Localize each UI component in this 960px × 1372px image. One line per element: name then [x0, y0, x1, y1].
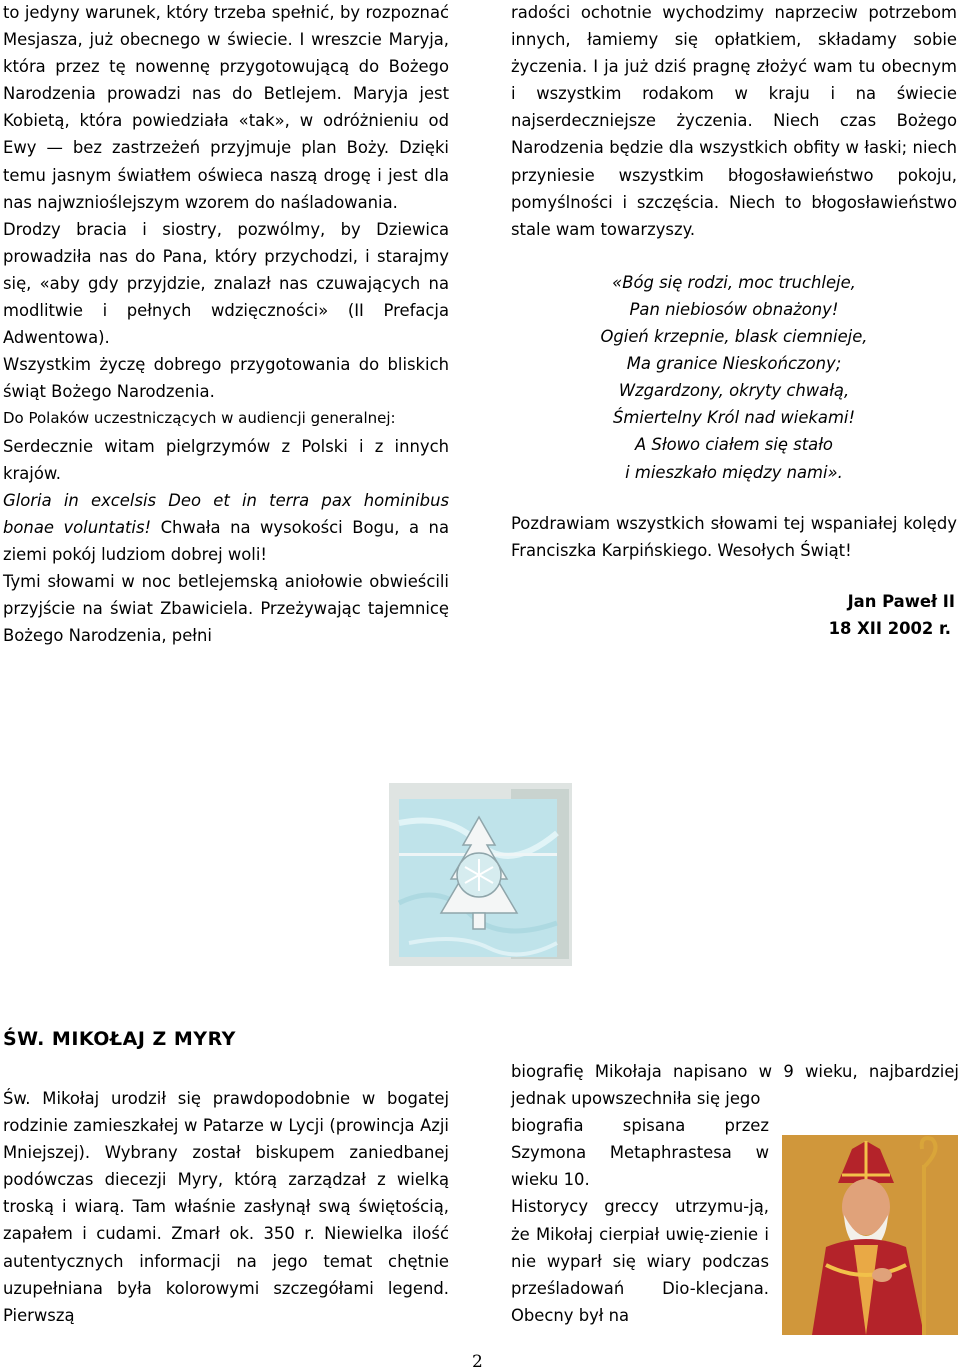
poem-line: Ogień krzepnie, blask ciemnieje,	[600, 327, 868, 347]
poem-line: Śmiertelny Król nad wiekami!	[612, 408, 856, 428]
latin-translation: Chwała na wysokości Bogu, a na ziemi pokój ludziom dobrej woli!	[3, 517, 449, 564]
paragraph: radości ochotnie wychodzimy naprzeciw potrzebom innych, łamiemy się opłatkiem, składamy sobie życzenia. I ja już dziś pragnę złożyć wam tu obecnym i wszystkim rodakom w kraju i na świecie najserdeczniejsze życzenia. Niech czas Bożego Narodzenia będzie dla wszystkich obfity w łaski; niech przyniesie wszystkim błogosławieństwo pokoju, pomyślności i szczęścia. Niech to błogosławieństwo stale wam towarzyszy.	[511, 3, 957, 239]
signature-date: 18 XII 2002 r.	[828, 618, 951, 638]
poem-line: «Bóg się rodzi, moc truchleje,	[612, 272, 856, 292]
poem-line: Ma granice Nieskończony;	[626, 354, 842, 374]
paragraph: to jedyny warunek, który trzeba spełnić, by rozpoznać Mesjasza, już obecnego w świecie. I wreszcie Maryja, która przez tę nowennę przygotowującą do Bożego Narodzenia prowadzi nas do Betlejem. Maryja jest Kobietą, która powiedziała «tak», w odróżnieniu od Ewy — bez zastrzeżeń przyjmuje plan Boży. Dzięki temu jasnym światłem oświeca naszą drogę i jest dla nas najwznioślejszym wzorem do naśladowania.	[3, 3, 449, 212]
paragraph-latin	[3, 487, 449, 568]
paragraph: Historycy greccy utrzymu-ją, że Mikołaj cierpiał uwię-zienie i nie wyparł się wiary podczas prześladowań Dio-klecjana. Obecny był na	[511, 1197, 769, 1325]
paragraph: Serdecznie witam pielgrzymów z Polski i z innych krajów.	[3, 436, 449, 483]
carol-poem	[511, 269, 957, 486]
page-number: 2	[472, 1352, 483, 1372]
latin-quote: Gloria in excelsis Deo et in terra pax hominibus bonae voluntatis!	[3, 490, 449, 537]
signature-name: Jan Paweł II	[847, 591, 955, 611]
section-heading: ŚW. MIKOŁAJ Z MYRY	[3, 1028, 236, 1050]
poem-line: Wzgardzony, okryty chwałą,	[618, 381, 850, 401]
paragraph: Św. Mikołaj urodził się prawdopodobnie w bogatej rodzinie zamieszkałej w Patarze w Lycji (prowincja Azji Mniejszej). Wybrany został biskupem zaniedbanej podówczas diecezji Myry, którą zarządzał z wielką troską i wiarą. Tam właśnie zasłynął swą świętością, zapałem i cudami. Zmarł ok. 350 r. Niewielka ilość autentycznych informacji na jego temat chętnie uzupełniana była kolorowymi szczegółami legend. Pierwszą	[3, 1089, 449, 1325]
poem-line: i mieszkało między nami».	[625, 462, 843, 482]
right-column-top	[511, 0, 957, 642]
poem-line: Pan niebiosów obnażony!	[629, 299, 839, 319]
paragraph: Wszystkim życzę dobrego przygotowania do bliskich świąt Bożego Narodzenia.	[3, 355, 449, 402]
left-column-top	[3, 0, 449, 649]
signature	[511, 588, 957, 642]
paragraph-small: Do Polaków uczestniczących w audiencji generalnej:	[3, 409, 396, 428]
wrapped-text	[511, 1112, 769, 1329]
paragraph: Drodzy bracia i siostry, pozwólmy, by Dziewica prowadziła nas do Pana, który przychodzi, i starajmy się, «aby gdy przyjdzie, znalazł nas czuwających na modlitwie i pełnych wdzięczności» (II Prefacja Adwentowa).	[3, 219, 449, 348]
closing-greeting: Pozdrawiam wszystkich słowami tej wspaniałej kolędy Franciszka Karpińskiego. Wesołych Świąt!	[511, 513, 957, 560]
paragraph: Tymi słowami w noc betlejemską aniołowie obwieścili przyjście na świat Zbawiciela. Przeżywając tajemnicę Bożego Narodzenia, pełni	[3, 571, 449, 646]
left-column-bottom	[3, 1085, 449, 1329]
paragraph: biografię Mikołaja napisano w 9 wieku, najbardziej jednak upowszechniła się jego	[511, 1062, 959, 1109]
christmas-card-image	[389, 783, 572, 966]
poem-line: A Słowo ciałem się stało	[635, 435, 833, 455]
saint-nicholas-image	[782, 1135, 958, 1335]
paragraph: biografia spisana przez Szymona Metaphrastesa w wieku 10.	[511, 1116, 769, 1190]
